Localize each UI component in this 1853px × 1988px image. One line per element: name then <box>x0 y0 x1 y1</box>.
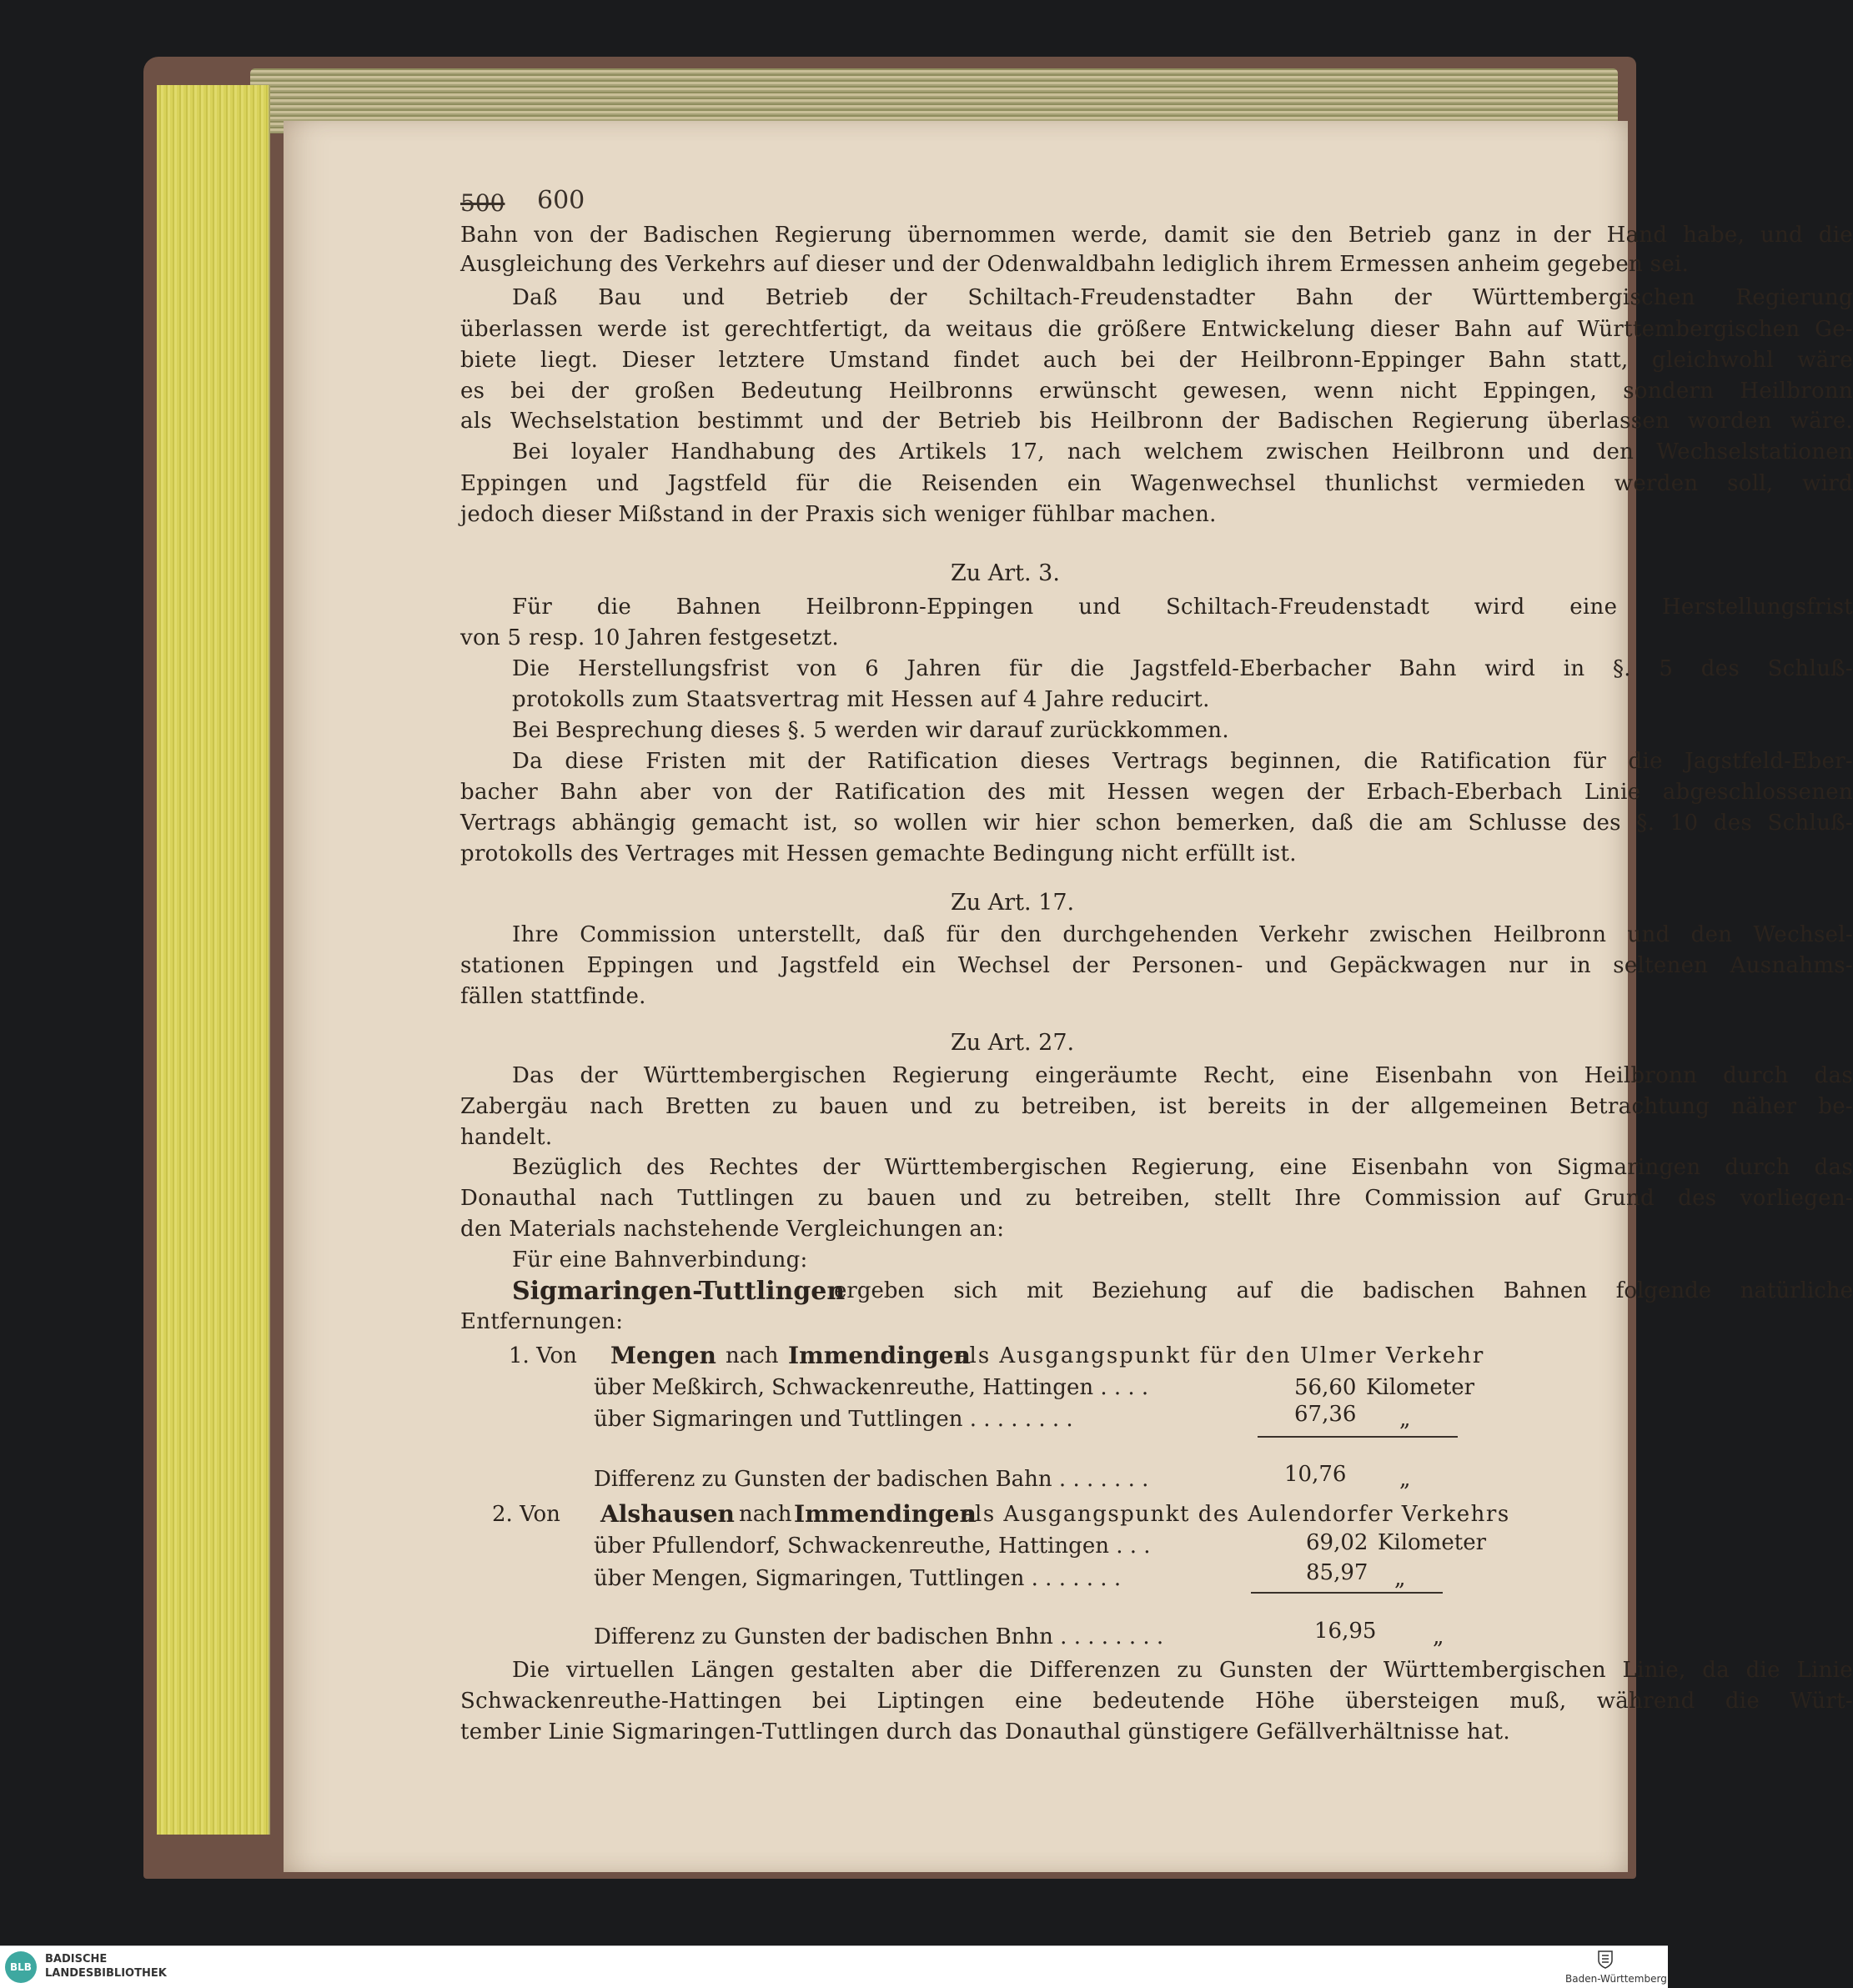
route-label: über Meßkirch, Schwackenreuthe, Hattingen . . . . <box>594 1375 1149 1400</box>
place-name: Immendingen <box>788 1342 971 1369</box>
text-line: Ausgleichung des Verkehrs auf dieser und der Odenwaldbahn lediglich ihrem Ermessen anheim gegeben sei. <box>460 252 1690 277</box>
difference-value: 10,76 <box>1284 1462 1347 1487</box>
unit-label: Kilometer <box>1378 1530 1487 1555</box>
text-line: fällen stattfinde. <box>460 984 646 1009</box>
text-line: Vertrags abhängig gemacht ist, so wollen wir hier schon bemerken, daß die am Schlusse des §. 10 des Schluß- <box>460 811 1853 836</box>
text-line: Bezüglich des Rechtes der Württembergischen Regierung, eine Eisenbahn von Sigmaringen durch das <box>512 1155 1853 1180</box>
unit-label: „ <box>1394 1566 1406 1591</box>
text-line: Schwackenreuthe-Hattingen bei Liptingen eine bedeutende Höhe übersteigen muß, während die Würt- <box>460 1689 1853 1714</box>
text-line: Donauthal nach Tuttlingen zu bauen und zu betreiben, stellt Ihre Commission auf Grund des vorliegen- <box>460 1186 1853 1211</box>
text-line: von 5 resp. 10 Jahren festgesetzt. <box>460 625 839 650</box>
text-line: bacher Bahn aber von der Ratification des mit Hessen wegen der Erbach-Eberbach Linie abgeschlossenen <box>460 780 1853 805</box>
footer-bar <box>0 1945 1668 1988</box>
unit-label: Kilometer <box>1366 1375 1475 1400</box>
coat-of-arms-icon <box>1597 1950 1614 1970</box>
text-line: ergeben sich mit Beziehung auf die badischen Bahnen folgende natürliche <box>834 1278 1853 1303</box>
text-line: Bei Besprechung dieses §. 5 werden wir darauf zurückkommen. <box>512 718 1229 743</box>
blb-logo[interactable]: BLB <box>5 1951 37 1983</box>
difference-value: 16,95 <box>1314 1619 1377 1644</box>
text-line: tember Linie Sigmaringen-Tuttlingen durch das Donauthal günstigere Gefällverhältnisse hat. <box>460 1719 1510 1745</box>
page-text <box>284 121 1853 1872</box>
text-word: nach <box>739 1502 792 1527</box>
section-heading: Zu Art. 17. <box>951 890 1075 916</box>
distance-value: 67,36 <box>1294 1402 1357 1427</box>
text-word: nach <box>726 1343 779 1368</box>
text-line: Ihre Commission unterstellt, daß für den durchgehenden Verkehr zwischen Heilbronn und den Wechsel- <box>512 922 1853 947</box>
text-line: Daß Bau und Betrieb der Schiltach-Freudenstadter Bahn der Württembergischen Regierung <box>512 285 1853 310</box>
state-label: Baden-Württemberg <box>1565 1973 1667 1985</box>
unit-label: „ <box>1433 1624 1444 1649</box>
place-name: Immendingen <box>794 1500 977 1528</box>
distance-value: 85,97 <box>1306 1560 1368 1585</box>
route-label: über Mengen, Sigmaringen, Tuttlingen . . . . . . . <box>594 1566 1122 1591</box>
book-page <box>284 121 1853 1872</box>
route-name: Sigmaringen-Tuttlingen <box>512 1277 846 1306</box>
unit-label: „ <box>1399 1467 1411 1492</box>
book-page-edges <box>157 85 270 1835</box>
text-line: Für eine Bahnverbindung: <box>512 1248 808 1273</box>
text-line: den Materials nachstehende Vergleichungen an: <box>460 1217 1005 1242</box>
text-line: Eppingen und Jagstfeld für die Reisenden ein Wagenwechsel thunlichst vermieden werden soll, wird <box>460 471 1853 496</box>
difference-label: Differenz zu Gunsten der badischen Bahn . . . . . . . <box>594 1467 1149 1492</box>
difference-label: Differenz zu Gunsten der badischen Bnhn . . . . . . . . <box>594 1624 1164 1649</box>
place-name: Mengen <box>610 1342 716 1369</box>
text-line: Bahn von der Badischen Regierung übernommen werde, damit sie den Betrieb ganz in der Hand habe, und die <box>460 223 1853 248</box>
distance-value: 56,60 <box>1294 1375 1357 1400</box>
distance-value: 69,02 <box>1306 1530 1368 1555</box>
text-line: als Ausgangspunkt für den Ulmer Verkehr <box>955 1343 1485 1368</box>
text-line: Zabergäu nach Bretten zu bauen und zu betreiben, ist bereits in der allgemeinen Betrachtung näher be- <box>460 1094 1853 1119</box>
unit-label: „ <box>1399 1407 1411 1432</box>
text-line: Die virtuellen Längen gestalten aber die Differenzen zu Gunsten der Württembergischen Linie, da die Linie <box>512 1658 1853 1683</box>
institution-name[interactable] <box>45 1952 167 1980</box>
text-line: handelt. <box>460 1125 553 1150</box>
text-line: Da diese Fristen mit der Ratification dieses Vertrags beginnen, die Ratification für die Jagstfeld-Eber- <box>512 749 1853 774</box>
institution-line-1: BADISCHE <box>45 1953 108 1965</box>
route-label: über Pfullendorf, Schwackenreuthe, Hattingen . . . <box>594 1534 1151 1559</box>
institution-line-2: LANDESBIBLIOTHEK <box>45 1967 167 1980</box>
text-line: Für die Bahnen Heilbronn-Eppingen und Schiltach-Freudenstadt wird eine Herstellungsfrist <box>512 595 1853 620</box>
list-marker: 1. Von <box>509 1343 577 1368</box>
sum-rule <box>1258 1436 1458 1438</box>
text-line: überlassen werde ist gerechtfertigt, da weitaus die größere Entwickelung dieser Bahn auf Württembergischen Ge- <box>460 317 1853 342</box>
text-line: stationen Eppingen und Jagstfeld ein Wechsel der Personen- und Gepäckwagen nur in seltenen Ausnahms- <box>460 953 1853 978</box>
text-line: biete liegt. Dieser letztere Umstand findet auch bei der Heilbronn-Eppinger Bahn statt, gleichwohl wäre <box>460 348 1853 373</box>
text-line: Bei loyaler Handhabung des Artikels 17, nach welchem zwischen Heilbronn und den Wechselstationen <box>512 439 1853 464</box>
text-line: als Ausgangspunkt des Aulendorfer Verkehrs <box>961 1502 1510 1527</box>
text-line: protokolls zum Staatsvertrag mit Hessen auf 4 Jahre reducirt. <box>512 687 1210 712</box>
section-heading: Zu Art. 27. <box>951 1030 1075 1056</box>
sum-rule <box>1251 1592 1443 1594</box>
list-marker: 2. Von <box>492 1502 560 1527</box>
text-line: Die Herstellungsfrist von 6 Jahren für die Jagstfeld-Eberbacher Bahn wird in §. 5 des Schluß- <box>512 656 1853 681</box>
text-line: Entfernungen: <box>460 1309 624 1334</box>
text-line: jedoch dieser Mißstand in der Praxis sich weniger fühlbar machen. <box>460 502 1217 527</box>
text-line: protokolls des Vertrages mit Hessen gemachte Bedingung nicht erfüllt ist. <box>460 841 1297 866</box>
place-name: Alshausen <box>600 1500 735 1528</box>
page-number: 600 <box>537 186 585 215</box>
section-heading: Zu Art. 3. <box>951 560 1060 586</box>
struck-page-number: 500 <box>460 189 505 217</box>
text-line: Das der Württembergischen Regierung eingeräumte Recht, eine Eisenbahn von Heilbronn durch das <box>512 1063 1853 1088</box>
text-line: es bei der großen Bedeutung Heilbronns erwünscht gewesen, wenn nicht Eppingen, sondern Heilbronn <box>460 379 1853 404</box>
text-line: als Wechselstation bestimmt und der Betrieb bis Heilbronn der Badischen Regierung überlassen worden wäre. <box>460 409 1853 434</box>
route-label: über Sigmaringen und Tuttlingen . . . . . . . . <box>594 1407 1073 1432</box>
